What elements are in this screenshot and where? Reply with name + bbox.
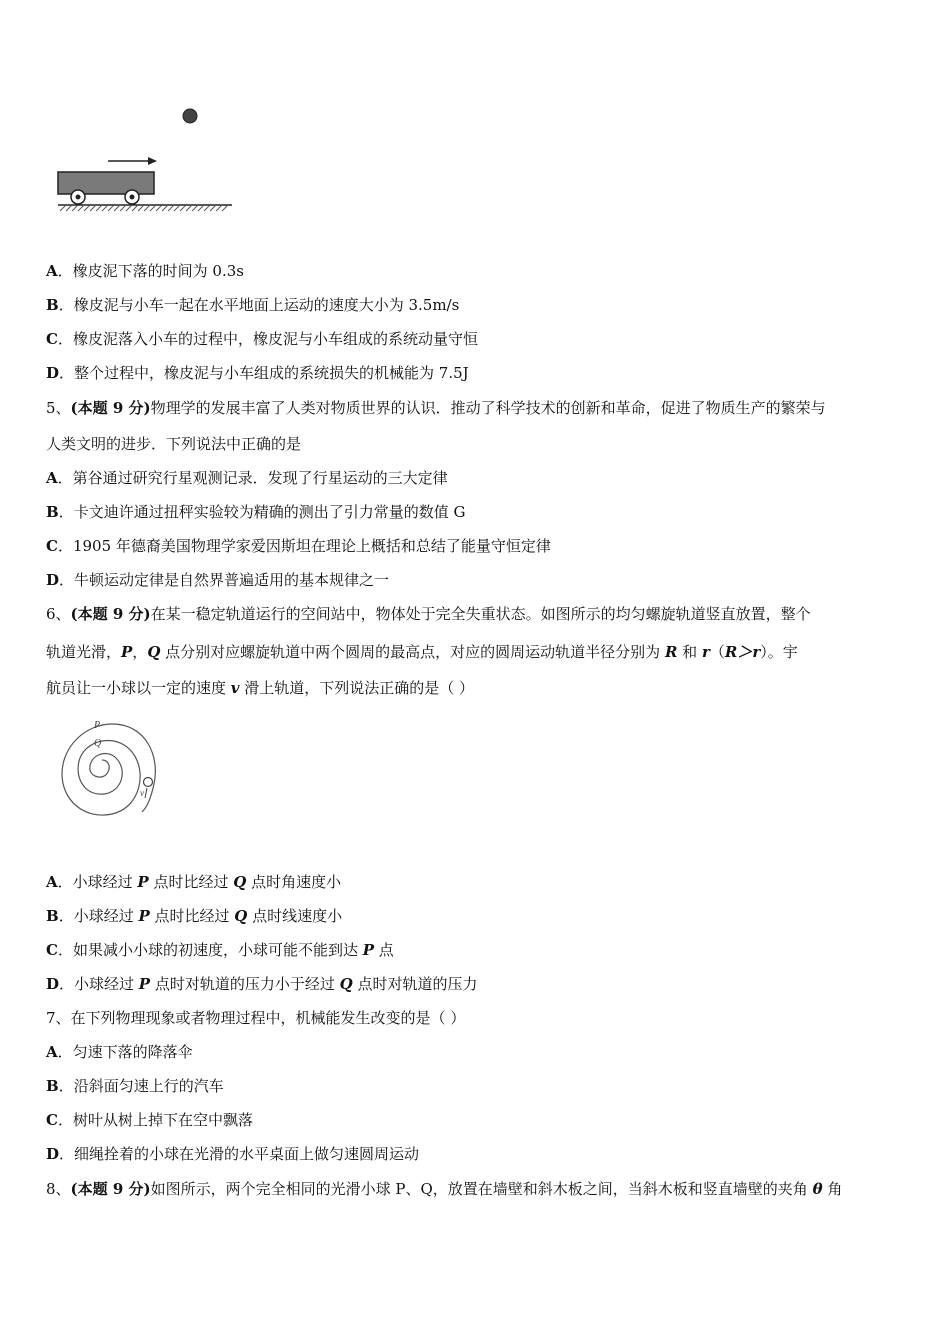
q6-stem-line1: 6、(本题 9 分)在某一稳定轨道运行的空间站中，物体处于完全失重状态。如图所示的均匀螺旋轨道竖直放置，整个 (46, 605, 811, 623)
q7-stem: 7、在下列物理现象或者物理过程中，机械能发生改变的是（ ） (46, 1009, 466, 1027)
q4-option-b: B．橡皮泥与小车一起在水平地面上运动的速度大小为 3.5m/s (46, 296, 460, 314)
spiral-label-q: Q (94, 738, 102, 749)
q6-option-a: A．小球经过 P 点时比经过 Q 点时角速度小 (46, 873, 342, 891)
q6-option-c: C．如果减小小球的初速度，小球可能不能到达 P 点 (46, 941, 394, 959)
spiral-velocity-mark (145, 788, 147, 798)
q7-option-c: C．树叶从树上掉下在空中飘落 (46, 1111, 253, 1129)
q4-option-d: D．整个过程中，橡皮泥与小车组成的系统损失的机械能为 7.5J (46, 364, 469, 382)
q7-option-b: B．沿斜面匀速上行的汽车 (46, 1077, 224, 1095)
q8-stem: 8、(本题 9 分)如图所示，两个完全相同的光滑小球 P、Q，放置在墙壁和斜木板之间，当斜木板和竖直墙壁的夹角 θ 角 (46, 1180, 843, 1198)
q7-option-d: D．细绳拴着的小球在光滑的水平桌面上做匀速圆周运动 (46, 1145, 420, 1163)
q5-option-b: B．卡文迪许通过扭秤实验较为精确的测出了引力常量的数值 G (46, 503, 466, 521)
spiral-label-v: v (140, 788, 144, 798)
ground-hatching (60, 205, 228, 211)
q5-option-a: A．第谷通过研究行星观测记录．发现了行星运动的三大定律 (46, 469, 448, 487)
q5-stem-line2: 人类文明的进步．下列说法中正确的是 (46, 435, 302, 453)
q5-stem-line1: 5、(本题 9 分)物理学的发展丰富了人类对物质世界的认识．推动了科学技术的创新和革命，促进了物质生产的繁荣与 (46, 399, 826, 417)
q6-option-d: D．小球经过 P 点时对轨道的压力小于经过 Q 点时对轨道的压力 (46, 975, 478, 993)
spiral-ball (144, 778, 153, 787)
falling-ball (183, 109, 197, 123)
velocity-arrowhead (148, 157, 157, 165)
q7-option-a: A．匀速下落的降落伞 (46, 1043, 193, 1061)
spiral-track (62, 724, 155, 815)
q5-option-d: D．牛顿运动定律是自然界普遍适用的基本规律之一 (46, 571, 390, 589)
q5-option-c: C．1905 年德裔美国物理学家爱因斯坦在理论上概括和总结了能量守恒定律 (46, 537, 551, 555)
q6-stem-line2: 轨道光滑，P，Q 点分别对应螺旋轨道中两个圆周的最高点，对应的圆周运动轨道半径分别为 R 和 r（R＞r）。宇 (46, 643, 798, 661)
cart-body (58, 172, 154, 194)
q6-stem-line3: 航员让一小球以一定的速度 v 滑上轨道，下列说法正确的是（ ） (46, 679, 475, 697)
spiral-label-p: P (94, 720, 101, 731)
spiral-track-figure (50, 716, 170, 840)
q4-option-c: C．橡皮泥落入小车的过程中，橡皮泥与小车组成的系统动量守恒 (46, 330, 478, 348)
cart-figure (50, 100, 240, 220)
q6-option-b: B．小球经过 P 点时比经过 Q 点时线速度小 (46, 907, 343, 925)
q4-option-a: A．橡皮泥下落的时间为 0.3s (46, 262, 244, 280)
